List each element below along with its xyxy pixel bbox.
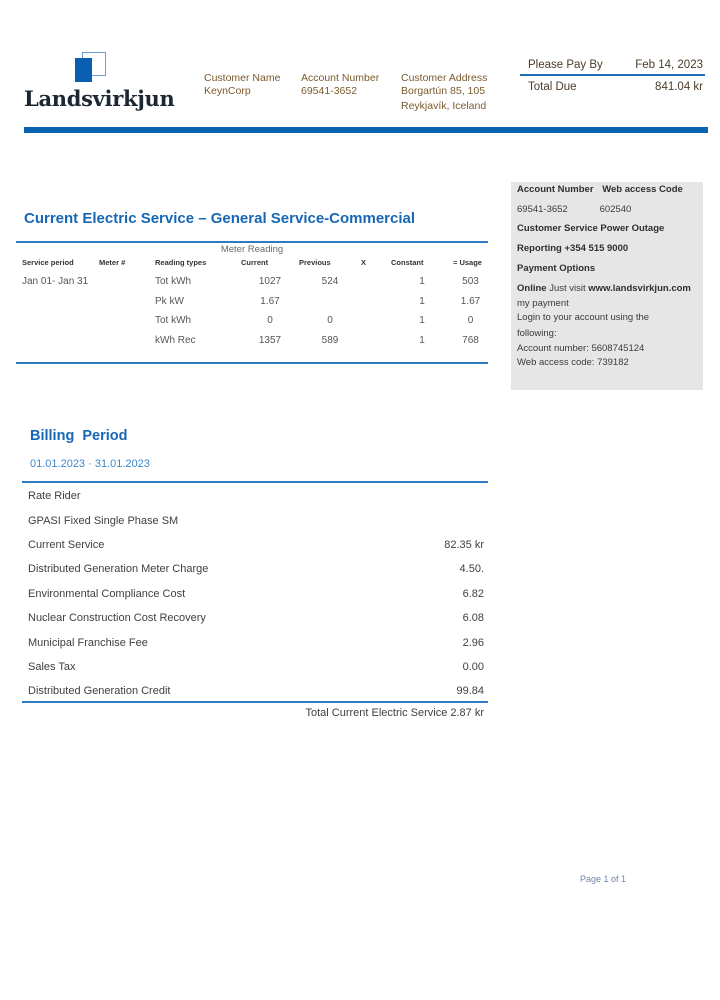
outage-phone-text: Reporting +354 515 9000 xyxy=(517,243,629,254)
item-amount: 6.08 xyxy=(462,612,484,625)
item-label: Current Service xyxy=(28,538,105,551)
cell-meter xyxy=(99,331,155,351)
total-due-label: Total Due xyxy=(528,80,577,93)
online-text: Just visit xyxy=(546,283,589,294)
table-row xyxy=(16,272,488,292)
cell-period: Jan 01- Jan 31 xyxy=(22,276,89,288)
item-amount: 2.96 xyxy=(462,636,484,649)
list-item xyxy=(28,557,484,581)
total-electric-service: Total Current Electric Service 2.87 kr xyxy=(305,707,484,719)
list-item xyxy=(28,582,484,606)
list-item xyxy=(28,630,484,654)
cell-x xyxy=(361,292,391,312)
cell-current: 0 xyxy=(267,315,273,327)
item-label: Municipal Franchise Fee xyxy=(28,636,148,649)
item-amount: 0.00 xyxy=(462,660,484,673)
pay-by-label: Please Pay By xyxy=(528,58,603,71)
cell-period xyxy=(16,292,99,312)
cell-current: 1027 xyxy=(258,276,282,288)
cell-x xyxy=(361,272,391,292)
list-item xyxy=(28,533,484,557)
total-due-amount: 841.04 kr xyxy=(655,80,703,93)
cell-usage: 1.67 xyxy=(460,295,481,307)
customer-address-label: Customer Address xyxy=(401,72,488,84)
table-row xyxy=(16,331,488,351)
divider xyxy=(16,362,488,364)
col-current: Current xyxy=(241,258,269,267)
customer-address-line1: Borgartún 85, 105 xyxy=(401,85,486,97)
cell-type: Tot kWh xyxy=(155,276,192,288)
divider xyxy=(22,701,488,703)
page-number: Page 1 of 1 xyxy=(580,874,627,884)
list-item xyxy=(28,679,484,703)
payment-options-title: Payment Options xyxy=(517,263,596,274)
cell-x xyxy=(361,311,391,331)
divider xyxy=(16,241,488,243)
col-reading-types: Reading types xyxy=(155,258,207,267)
billing-period-title: Billing Period xyxy=(30,428,128,444)
col-previous: Previous xyxy=(299,258,331,267)
cell-meter xyxy=(99,292,155,312)
item-amount: 82.35 kr xyxy=(444,538,484,551)
cell-constant: 1 xyxy=(419,315,425,327)
company-name: Landsvirkjun xyxy=(24,86,175,111)
customer-name-value: KeynCorp xyxy=(204,85,251,97)
cell-constant: 1 xyxy=(419,334,425,346)
list-item xyxy=(28,508,484,532)
cell-current: 1357 xyxy=(258,334,282,346)
cell-type: kWh Rec xyxy=(155,334,196,346)
cell-previous: 0 xyxy=(327,315,333,327)
sidebox-web-code-label: Web access Code xyxy=(602,184,683,195)
cell-previous xyxy=(299,292,361,312)
col-constant: Constant xyxy=(391,258,424,267)
account-number-block xyxy=(301,72,379,98)
table-header-row xyxy=(16,258,488,272)
cell-constant: 1 xyxy=(419,276,425,288)
cell-meter xyxy=(99,311,155,331)
cell-period xyxy=(16,311,99,331)
cell-constant: 1 xyxy=(419,295,425,307)
cell-period xyxy=(16,331,99,351)
divider xyxy=(520,74,705,76)
cell-previous: 524 xyxy=(321,276,339,288)
sidebox-account-value: 69541-3652 xyxy=(517,204,568,215)
item-label: Distributed Generation Credit xyxy=(28,685,171,698)
col-x: X xyxy=(361,258,367,267)
cell-usage: 503 xyxy=(462,276,479,288)
divider xyxy=(22,481,488,483)
billing-period-dates: 01.01.2023 · 31.01.2023 xyxy=(30,458,150,470)
meter-reading-caption: Meter Reading xyxy=(220,244,284,255)
item-amount: 99.84 xyxy=(456,685,484,698)
list-item xyxy=(28,606,484,630)
customer-address-block xyxy=(401,72,487,113)
cell-x xyxy=(361,331,391,351)
customer-name-block xyxy=(204,72,280,98)
list-item xyxy=(28,484,484,508)
item-label: Sales Tax xyxy=(28,660,76,673)
item-label: Environmental Compliance Cost xyxy=(28,587,186,600)
customer-service-text: Customer Service Power Outage xyxy=(517,223,665,234)
sidebox-values-row xyxy=(517,204,631,215)
cell-type: Tot kWh xyxy=(155,315,192,327)
cell-usage: 0 xyxy=(467,315,474,327)
following-text: following: xyxy=(517,328,557,339)
billing-items-list xyxy=(28,484,484,704)
meter-reading-table xyxy=(16,258,488,350)
login-account-number: Account number: 5608745124 xyxy=(517,343,645,354)
electric-service-title: Current Electric Service – General Service-Commercial xyxy=(24,210,416,227)
item-label: Nuclear Construction Cost Recovery xyxy=(28,612,206,625)
table-row xyxy=(16,292,488,312)
payment-summary xyxy=(520,56,705,95)
login-web-access-code: Web access code: 739182 xyxy=(517,357,629,368)
account-number-value: 69541-3652 xyxy=(301,85,358,97)
list-item xyxy=(28,655,484,679)
cell-type: Pk kW xyxy=(155,295,184,307)
col-service-period: Service period xyxy=(22,258,74,267)
item-label: Rate Rider xyxy=(28,490,81,503)
col-usage: = Usage xyxy=(453,258,482,267)
cell-current: 1.67 xyxy=(260,295,280,307)
online-label: Online xyxy=(517,283,547,294)
login-instruction-text: Login to your account using the xyxy=(517,312,650,323)
account-info-panel xyxy=(511,182,703,390)
sidebox-header-row xyxy=(517,184,683,195)
my-payment-text: my payment xyxy=(517,298,569,309)
website-link[interactable]: www.landsvirkjun.com xyxy=(588,283,691,294)
cell-meter xyxy=(99,272,155,292)
online-payment-line xyxy=(517,283,691,294)
item-label: GPASI Fixed Single Phase SM xyxy=(28,514,179,527)
company-logo-icon xyxy=(72,52,106,84)
cell-previous: 589 xyxy=(321,334,339,346)
item-amount: 4.50. xyxy=(459,563,484,576)
col-meter: Meter # xyxy=(99,258,126,267)
table-row xyxy=(16,311,488,331)
customer-name-label: Customer Name xyxy=(204,72,281,84)
header-divider xyxy=(24,127,708,133)
pay-by-date: Feb 14, 2023 xyxy=(635,58,703,71)
account-number-label: Account Number xyxy=(301,72,380,84)
cell-usage: 768 xyxy=(462,334,479,346)
customer-address-line2: Reykjavík, Iceland xyxy=(401,100,487,112)
sidebox-account-label: Account Number xyxy=(517,184,594,195)
item-label: Distributed Generation Meter Charge xyxy=(28,563,209,576)
item-amount: 6.82 xyxy=(462,587,484,600)
sidebox-web-code-value: 602540 xyxy=(599,204,632,215)
